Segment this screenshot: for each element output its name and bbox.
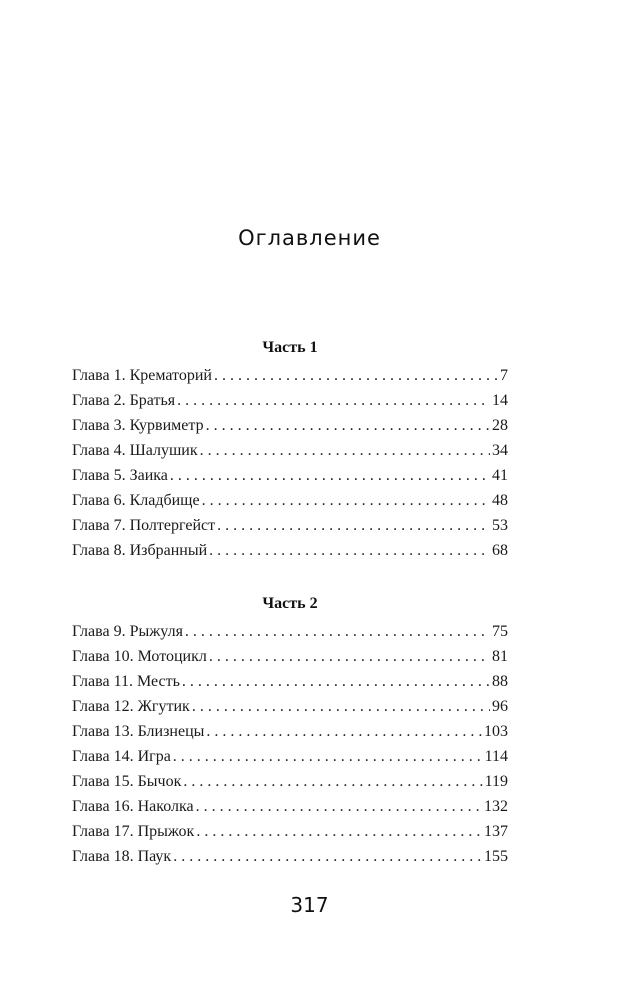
dot-leader [209,538,490,563]
toc-entry[interactable] [72,669,508,694]
chapter-title: Глава 10. Мотоцикл [72,648,207,665]
chapter-page: 114 [484,748,508,765]
chapter-title: Глава 15. Бычок [72,773,182,790]
chapter-page: 137 [484,823,508,840]
chapter-title: Глава 4. Шалушик [72,442,198,459]
chapter-title: Глава 9. Рыжуля [72,623,183,640]
chapter-title: Глава 1. Крематорий [72,367,212,384]
chapter-title: Глава 14. Игра [72,748,171,765]
chapter-title: Глава 18. Паук [72,848,172,865]
chapter-page: 41 [492,467,508,484]
toc-entry[interactable] [72,413,508,438]
toc-entry[interactable] [72,388,508,413]
chapter-title: Глава 16. Наколка [72,798,194,815]
dot-leader [192,694,490,719]
toc-entry[interactable] [72,513,508,538]
chapter-page: 81 [492,648,508,665]
chapter-title: Глава 3. Курвиметр [72,417,204,434]
toc-entry[interactable] [72,463,508,488]
toc-entry[interactable] [72,744,508,769]
dot-leader [214,363,498,388]
toc-entry[interactable] [72,363,508,388]
chapter-title: Глава 12. Жгутик [72,698,190,715]
chapter-title: Глава 8. Избранный [72,542,208,559]
chapter-page: 53 [492,517,508,534]
dot-leader [183,769,482,794]
chapter-page: 119 [484,773,508,790]
part-heading-1: Часть 1 [262,339,318,356]
chapter-page: 75 [492,623,508,640]
chapter-page: 103 [484,723,508,740]
toc-entry[interactable] [72,538,508,563]
toc-entry[interactable] [72,694,508,719]
dot-leader [177,388,490,413]
toc-entry[interactable] [72,819,508,844]
part-heading-2: Часть 2 [262,595,318,612]
toc-entry[interactable] [72,644,508,669]
dot-leader [202,488,490,513]
dot-leader [182,669,490,694]
chapter-page: 34 [492,442,508,459]
chapter-page: 96 [492,698,508,715]
dot-leader [206,413,490,438]
chapter-page: 132 [484,798,508,815]
toc-entry[interactable] [72,438,508,463]
dot-leader [206,719,482,744]
toc-part-2 [72,619,508,869]
toc-entry[interactable] [72,769,508,794]
chapter-page: 14 [492,392,508,409]
chapter-title: Глава 13. Близнецы [72,723,205,740]
chapter-page: 68 [492,542,508,559]
dot-leader [173,844,482,869]
dot-leader [185,619,490,644]
dot-leader [217,513,490,538]
toc-entry[interactable] [72,844,508,869]
chapter-page: 155 [484,848,508,865]
toc-entry[interactable] [72,719,508,744]
toc-entry[interactable] [72,794,508,819]
dot-leader [196,819,482,844]
chapter-page: 7 [500,367,508,384]
chapter-title: Глава 17. Прыжок [72,823,195,840]
chapter-title: Глава 2. Братья [72,392,176,409]
toc-entry[interactable] [72,488,508,513]
dot-leader [200,438,490,463]
dot-leader [173,744,483,769]
toc-part-1 [72,363,508,563]
dot-leader [170,463,490,488]
chapter-title: Глава 7. Полтергейст [72,517,216,534]
chapter-title: Глава 6. Кладбище [72,492,200,509]
dot-leader [209,644,490,669]
dot-leader [196,794,482,819]
chapter-title: Глава 11. Месть [72,673,180,690]
page-number: 317 [290,893,329,917]
chapter-page: 48 [492,492,508,509]
chapter-page: 88 [492,673,508,690]
chapter-title: Глава 5. Заика [72,467,168,484]
page-title: Оглавление [238,226,381,250]
chapter-page: 28 [492,417,508,434]
toc-entry[interactable] [72,619,508,644]
